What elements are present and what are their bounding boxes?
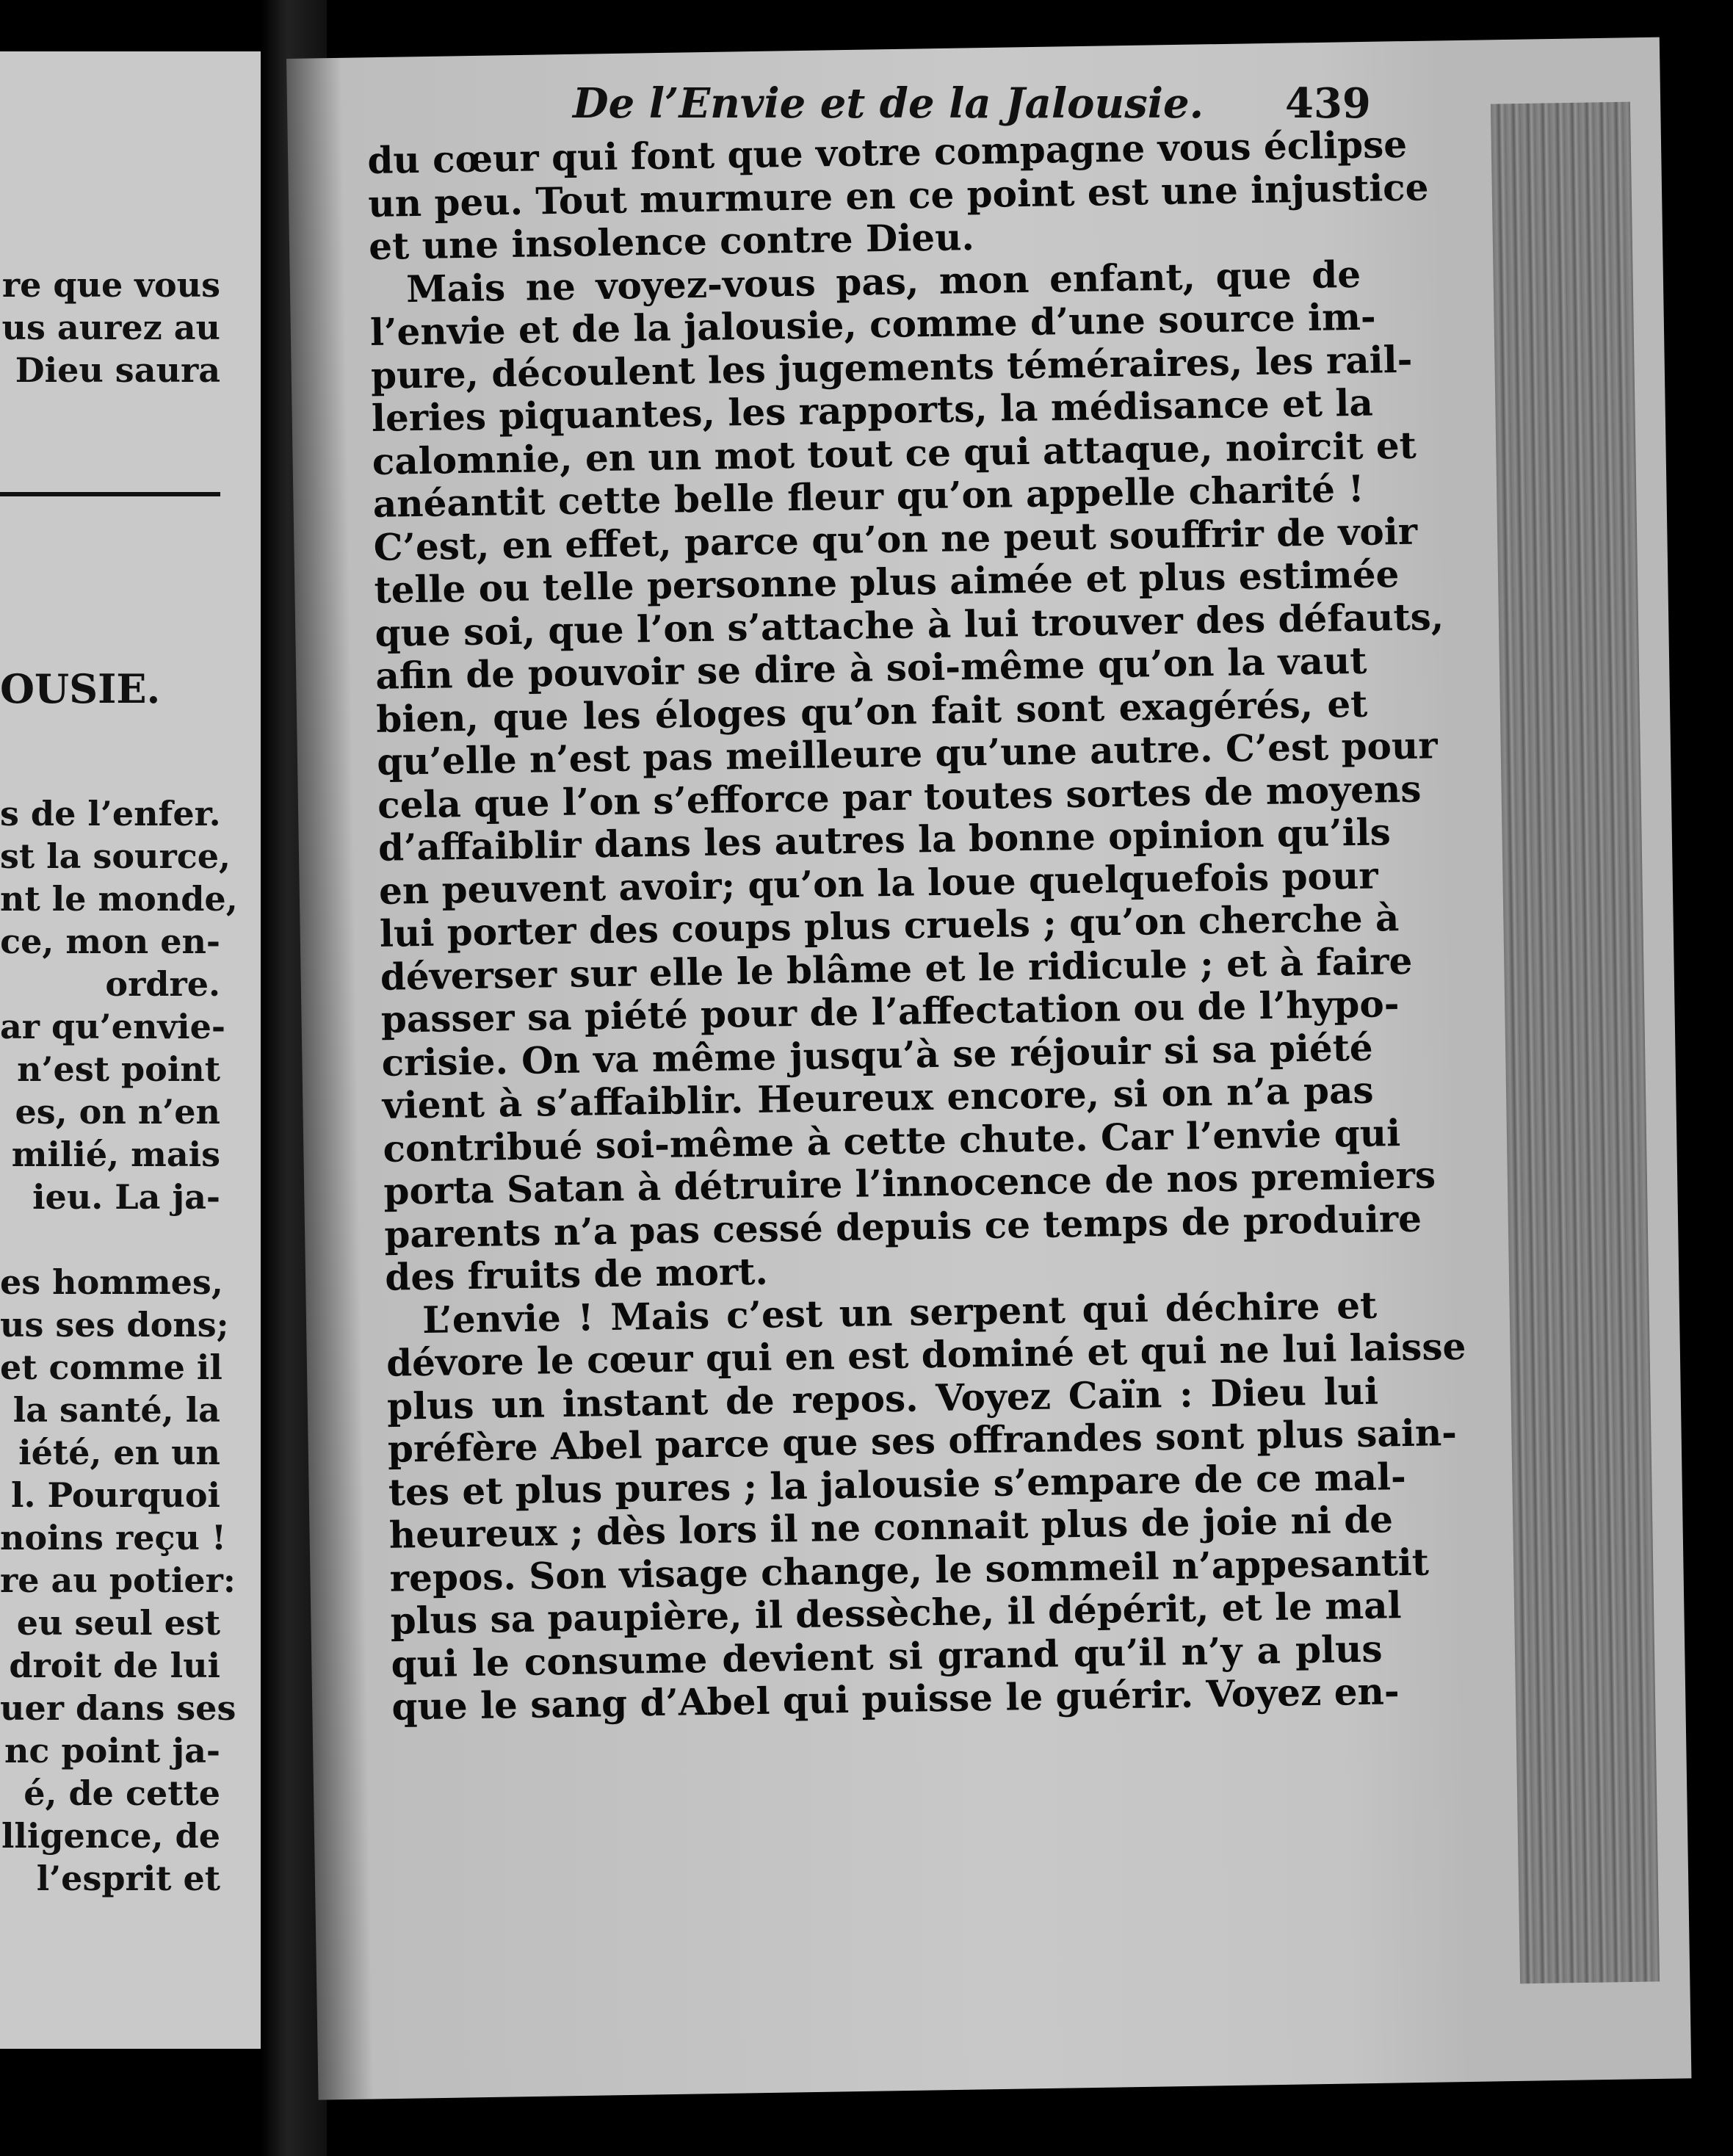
left-text-line: nc point ja- bbox=[4, 1731, 220, 1770]
left-text-line: s de l’enfer. bbox=[0, 794, 221, 833]
left-text-line: re au potier: bbox=[0, 1560, 236, 1600]
left-page bbox=[0, 51, 261, 2049]
left-text-line: ce, mon en- bbox=[0, 922, 220, 961]
text-line: crisie. On va même jusqu’à se réjouir si sa piété bbox=[381, 1025, 1374, 1085]
text-line: Mais ne voyez-vous pas, mon enfant, que de bbox=[405, 252, 1361, 311]
text-line: tes et plus pures ; la jalousie s’empare de ce mal- bbox=[388, 1454, 1407, 1514]
text-line: en peuvent avoir; qu’on la loue quelquefois pour bbox=[378, 853, 1378, 913]
left-text-line: lligence, de bbox=[1, 1816, 220, 1856]
text-line: d’affaiblir dans les autres la bonne opinion qu’ils bbox=[377, 810, 1392, 869]
text-line: porta Satan à détruire l’innocence de nos premiers bbox=[383, 1153, 1436, 1213]
text-line: bien, que les éloges qu’on fait sont exagérés, et bbox=[375, 681, 1368, 741]
text-line: passer sa piété pour de l’affectation ou de l’hypo- bbox=[380, 982, 1400, 1041]
left-text-line: uer dans ses bbox=[0, 1688, 236, 1728]
left-text-line: us ses dons; bbox=[0, 1305, 229, 1345]
text-line: dévore le cœur qui en est dominé et qui ne lui laisse bbox=[386, 1324, 1466, 1385]
text-line: L’envie ! Mais c’est un serpent qui déchire et bbox=[422, 1283, 1378, 1342]
text-line: déverser sur elle le blâme et le ridicule ; et à faire bbox=[380, 938, 1413, 999]
text-line: des fruits de mort. bbox=[384, 1249, 769, 1299]
left-text-line: Dieu saura bbox=[15, 350, 220, 390]
text-line: afin de pouvoir se dire à soi-même qu’on la vaut bbox=[375, 638, 1367, 698]
left-heading: OUSIE. bbox=[0, 665, 161, 712]
text-line: du cœur qui font que votre compagne vous éclipse bbox=[366, 122, 1408, 182]
text-line: calomnie, en un mot tout ce qui attaque, noircit et bbox=[372, 423, 1417, 483]
left-text-line: l. Pourquoi bbox=[11, 1475, 220, 1515]
text-line: lui porter des coups plus cruels ; qu’on cherche à bbox=[379, 896, 1400, 955]
body-text bbox=[366, 122, 1466, 1729]
text-line: cela que l’on s’efforce par toutes sortes de moyens bbox=[377, 767, 1422, 827]
left-text-line: ordre. bbox=[105, 964, 220, 1004]
left-text-line: es hommes, bbox=[0, 1262, 223, 1302]
text-line: qu’elle n’est pas meilleure qu’une autre. C’est pour bbox=[376, 723, 1439, 784]
left-text-line: re que vous bbox=[1, 265, 220, 305]
left-text-line: é, de cette bbox=[23, 1773, 220, 1813]
left-text-line: iété, en un bbox=[18, 1433, 220, 1472]
text-line: telle ou telle personne plus aimée et plus estimée bbox=[374, 552, 1400, 612]
text-line: contribué soi-même à cette chute. Car l’envie qui bbox=[383, 1110, 1401, 1171]
left-text-line: noins reçu ! bbox=[0, 1518, 227, 1558]
text-line: anéantit cette belle fleur qu’on appelle charité ! bbox=[372, 466, 1365, 526]
text-line: et une insolence contre Dieu. bbox=[368, 215, 975, 268]
page-number: 439 bbox=[1285, 79, 1371, 128]
left-text-line: la santé, la bbox=[12, 1390, 220, 1430]
left-text-line: ar qu’envie- bbox=[0, 1007, 225, 1046]
text-line: parents n’a pas cessé depuis ce temps de produire bbox=[383, 1196, 1422, 1256]
left-text-line: es, on n’en bbox=[15, 1092, 220, 1132]
running-head: De l’Envie et de la Jalousie. bbox=[573, 79, 1204, 128]
text-line: vient à s’affaiblir. Heureux encore, si on n’a pas bbox=[382, 1068, 1374, 1127]
left-text-line: milié, mais bbox=[11, 1135, 220, 1174]
text-line: plus un instant de repos. Voyez Caïn : Dieu lui bbox=[386, 1369, 1379, 1428]
left-text-line: ieu. La ja- bbox=[32, 1177, 220, 1217]
text-line: l’envie et de la jalousie, comme d’une source im- bbox=[369, 294, 1377, 354]
left-text-line: l’esprit et bbox=[36, 1859, 220, 1898]
section-rule bbox=[0, 492, 220, 496]
text-line: pure, découlent les jugements téméraires, les rail- bbox=[370, 337, 1413, 397]
left-text-line: eu seul est bbox=[16, 1603, 220, 1643]
text-line: plus sa paupière, il dessèche, il dépérit, et le mal bbox=[390, 1583, 1402, 1643]
text-line: C’est, en effet, parce qu’on ne peut souffrir de voir bbox=[373, 509, 1418, 569]
page-edges bbox=[1491, 102, 1660, 1984]
left-text-line: st la source, bbox=[0, 836, 231, 876]
left-text-line: droit de lui bbox=[9, 1646, 220, 1685]
text-line: que soi, que l’on s’attache à lui trouver des défauts, bbox=[375, 594, 1444, 655]
left-text-line: et comme il bbox=[0, 1348, 222, 1387]
left-text-line: us aurez au bbox=[1, 308, 220, 347]
text-line: préfère Abel parce que ses offrandes sont plus sain- bbox=[387, 1410, 1458, 1471]
text-line: que le sang d’Abel qui puisse le guérir. Voyez en- bbox=[391, 1669, 1400, 1729]
text-line: heureux ; dès lors il ne connait plus de joie ni de bbox=[388, 1497, 1394, 1557]
text-line: qui le consume devient si grand qu’il n’y a plus bbox=[391, 1627, 1383, 1686]
text-line: leries piquantes, les rapports, la médisance et la bbox=[371, 380, 1374, 440]
left-text-line: nt le monde, bbox=[0, 879, 238, 919]
left-text-line: n’est point bbox=[17, 1049, 220, 1089]
text-line: repos. Son visage change, le sommeil n’appesantit bbox=[389, 1540, 1430, 1600]
text-line: un peu. Tout murmure en ce point est une injustice bbox=[367, 164, 1429, 225]
